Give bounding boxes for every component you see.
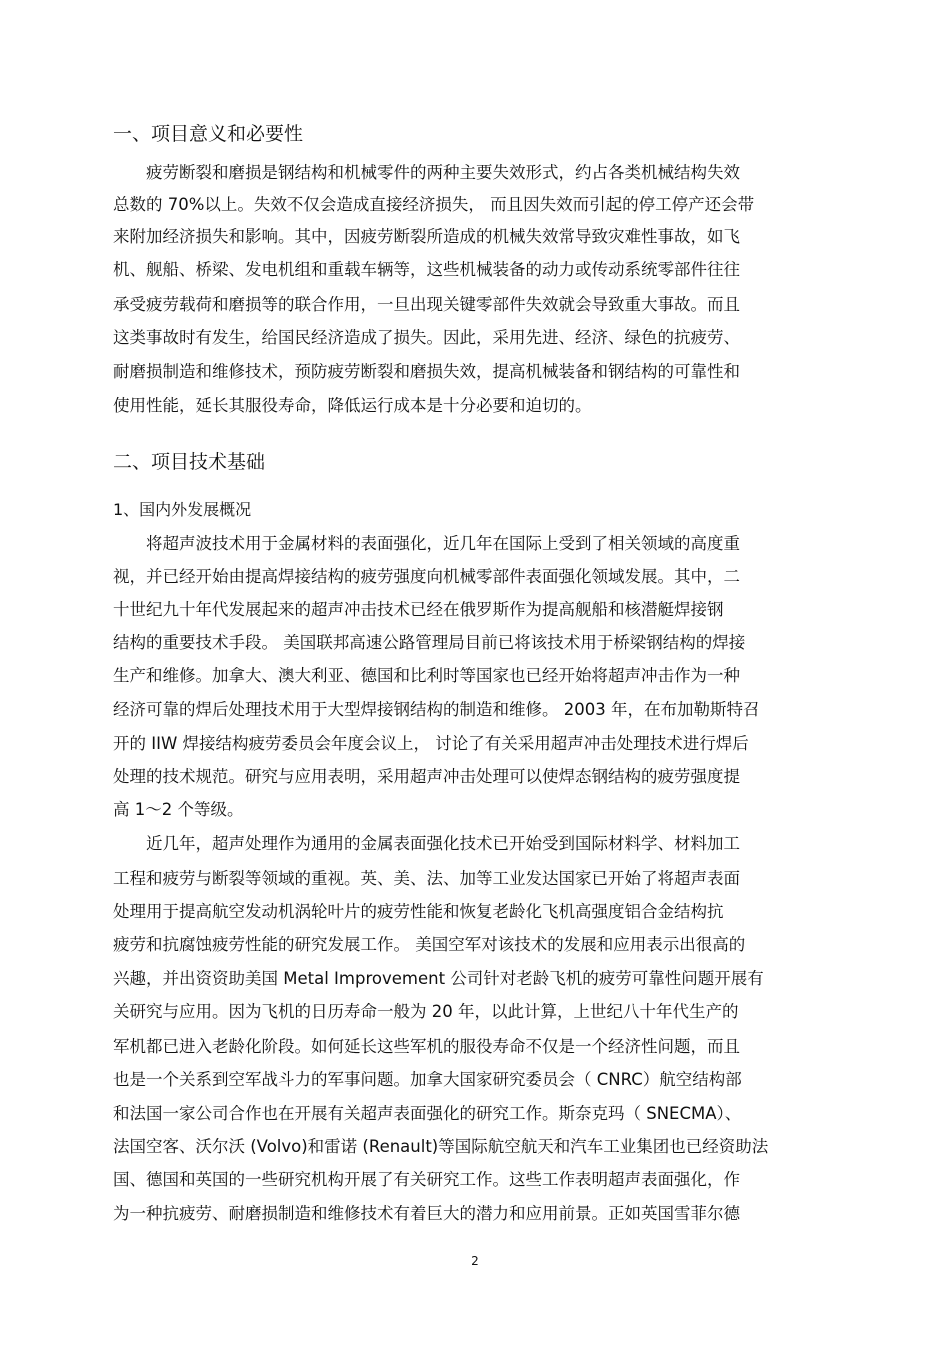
- section-1-line-8: 使用性能，延长其服役寿命，降低运行成本是十分必要和迫切的。: [113, 396, 592, 415]
- paragraph-2-line-3: 处理用于提高航空发动机涡轮叶片的疲劳性能和恢复老龄化飞机高强度铝合金结构抗: [113, 902, 724, 921]
- paragraph-2-line-1: 近几年，超声处理作为通用的金属表面强化技术已开始受到国际材料学、材料加工: [146, 834, 740, 853]
- paragraph-1-line-5: 生产和维修。加拿大、澳大利亚、德国和比利时等国家也已经开始将超声冲击作为一种: [113, 666, 740, 685]
- section-1-line-4: 机、舰船、桥梁、发电机组和重载车辆等，这些机械装备的动力或传动系统零部件往往: [113, 260, 740, 279]
- paragraph-1-line-1: 将超声波技术用于金属材料的表面强化，近几年在国际上受到了相关领域的高度重: [146, 534, 740, 553]
- paragraph-2-line-11: 国、德国和英国的一些研究机构开展了有关研究工作。这些工作表明超声表面强化，作: [113, 1170, 740, 1189]
- paragraph-1-line-9: 高 1～2 个等级。: [113, 800, 244, 819]
- paragraph-2-line-8: 也是一个关系到空军战斗力的军事问题。加拿大国家研究委员会（ CNRC）航空结构部: [113, 1070, 742, 1089]
- paragraph-1-line-4: 结构的重要技术手段。 美国联邦高速公路管理局目前已将该技术用于桥梁钢结构的焊接: [113, 633, 746, 652]
- section-1-line-5: 承受疲劳载荷和磨损等的联合作用，一旦出现关键零部件失效就会导致重大事故。而且: [113, 295, 740, 314]
- paragraph-2-line-10: 法国空客、沃尔沃 (Volvo)和雷诺 (Renault)等国际航空航天和汽车工业集团也已经资助法: [113, 1137, 769, 1156]
- section-1-line-1: 疲劳断裂和磨损是钢结构和机械零件的两种主要失效形式，约占各类机械结构失效: [146, 163, 740, 182]
- paragraph-1-line-7: 开的 IIW 焊接结构疲劳委员会年度会议上， 讨论了有关采用超声冲击处理技术进行焊后: [113, 734, 749, 753]
- paragraph-2-line-5: 兴趣，并出资资助美国 Metal Improvement 公司针对老龄飞机的疲劳可靠性问题开展有: [113, 969, 764, 988]
- paragraph-1-line-2: 视，并已经开始由提高焊接结构的疲劳强度向机械零部件表面强化领域发展。其中，二: [113, 567, 740, 586]
- paragraph-2-line-7: 军机都已进入老龄化阶段。如何延长这些军机的服役寿命不仅是一个经济性问题，而且: [113, 1037, 740, 1056]
- section-1-heading: 一、项目意义和必要性: [113, 123, 304, 145]
- paragraph-2-line-9: 和法国一家公司合作也在开展有关超声表面强化的研究工作。斯奈克玛（ SNECMA）、: [113, 1104, 742, 1123]
- section-1-line-6: 这类事故时有发生，给国民经济造成了损失。因此，采用先进、经济、绿色的抗疲劳、: [113, 328, 740, 347]
- section-2-heading: 二、项目技术基础: [113, 451, 266, 473]
- section-1-line-3: 来附加经济损失和影响。其中，因疲劳断裂所造成的机械失效常导致灾难性事故，如飞: [113, 227, 740, 246]
- paragraph-2-line-2: 工程和疲劳与断裂等领域的重视。英、美、法、加等工业发达国家已开始了将超声表面: [113, 869, 740, 888]
- section-2-subheading: 1、国内外发展概况: [113, 500, 252, 519]
- paragraph-2-line-12: 为一种抗疲劳、耐磨损制造和维修技术有着巨大的潜力和应用前景。正如英国雪菲尔德: [113, 1204, 740, 1223]
- page-number: 2: [471, 1254, 479, 1268]
- paragraph-2-line-6: 关研究与应用。因为飞机的日历寿命一般为 20 年，以此计算，上世纪八十年代生产的: [113, 1002, 739, 1021]
- section-1-line-7: 耐磨损制造和维修技术，预防疲劳断裂和磨损失效，提高机械装备和钢结构的可靠性和: [113, 362, 740, 381]
- section-1-line-2: 总数的 70%以上。失效不仅会造成直接经济损失， 而且因失效而引起的停工停产还会带: [113, 195, 755, 214]
- paragraph-1-line-6: 经济可靠的焊后处理技术用于大型焊接钢结构的制造和维修。 2003 年，在布加勒斯特召: [113, 700, 760, 719]
- paragraph-2-line-4: 疲劳和抗腐蚀疲劳性能的研究发展工作。 美国空军对该技术的发展和应用表示出很高的: [113, 935, 746, 954]
- paragraph-1-line-3: 十世纪九十年代发展起来的超声冲击技术已经在俄罗斯作为提高舰船和核潜艇焊接钢: [113, 600, 724, 619]
- paragraph-1-line-8: 处理的技术规范。研究与应用表明，采用超声冲击处理可以使焊态钢结构的疲劳强度提: [113, 767, 740, 786]
